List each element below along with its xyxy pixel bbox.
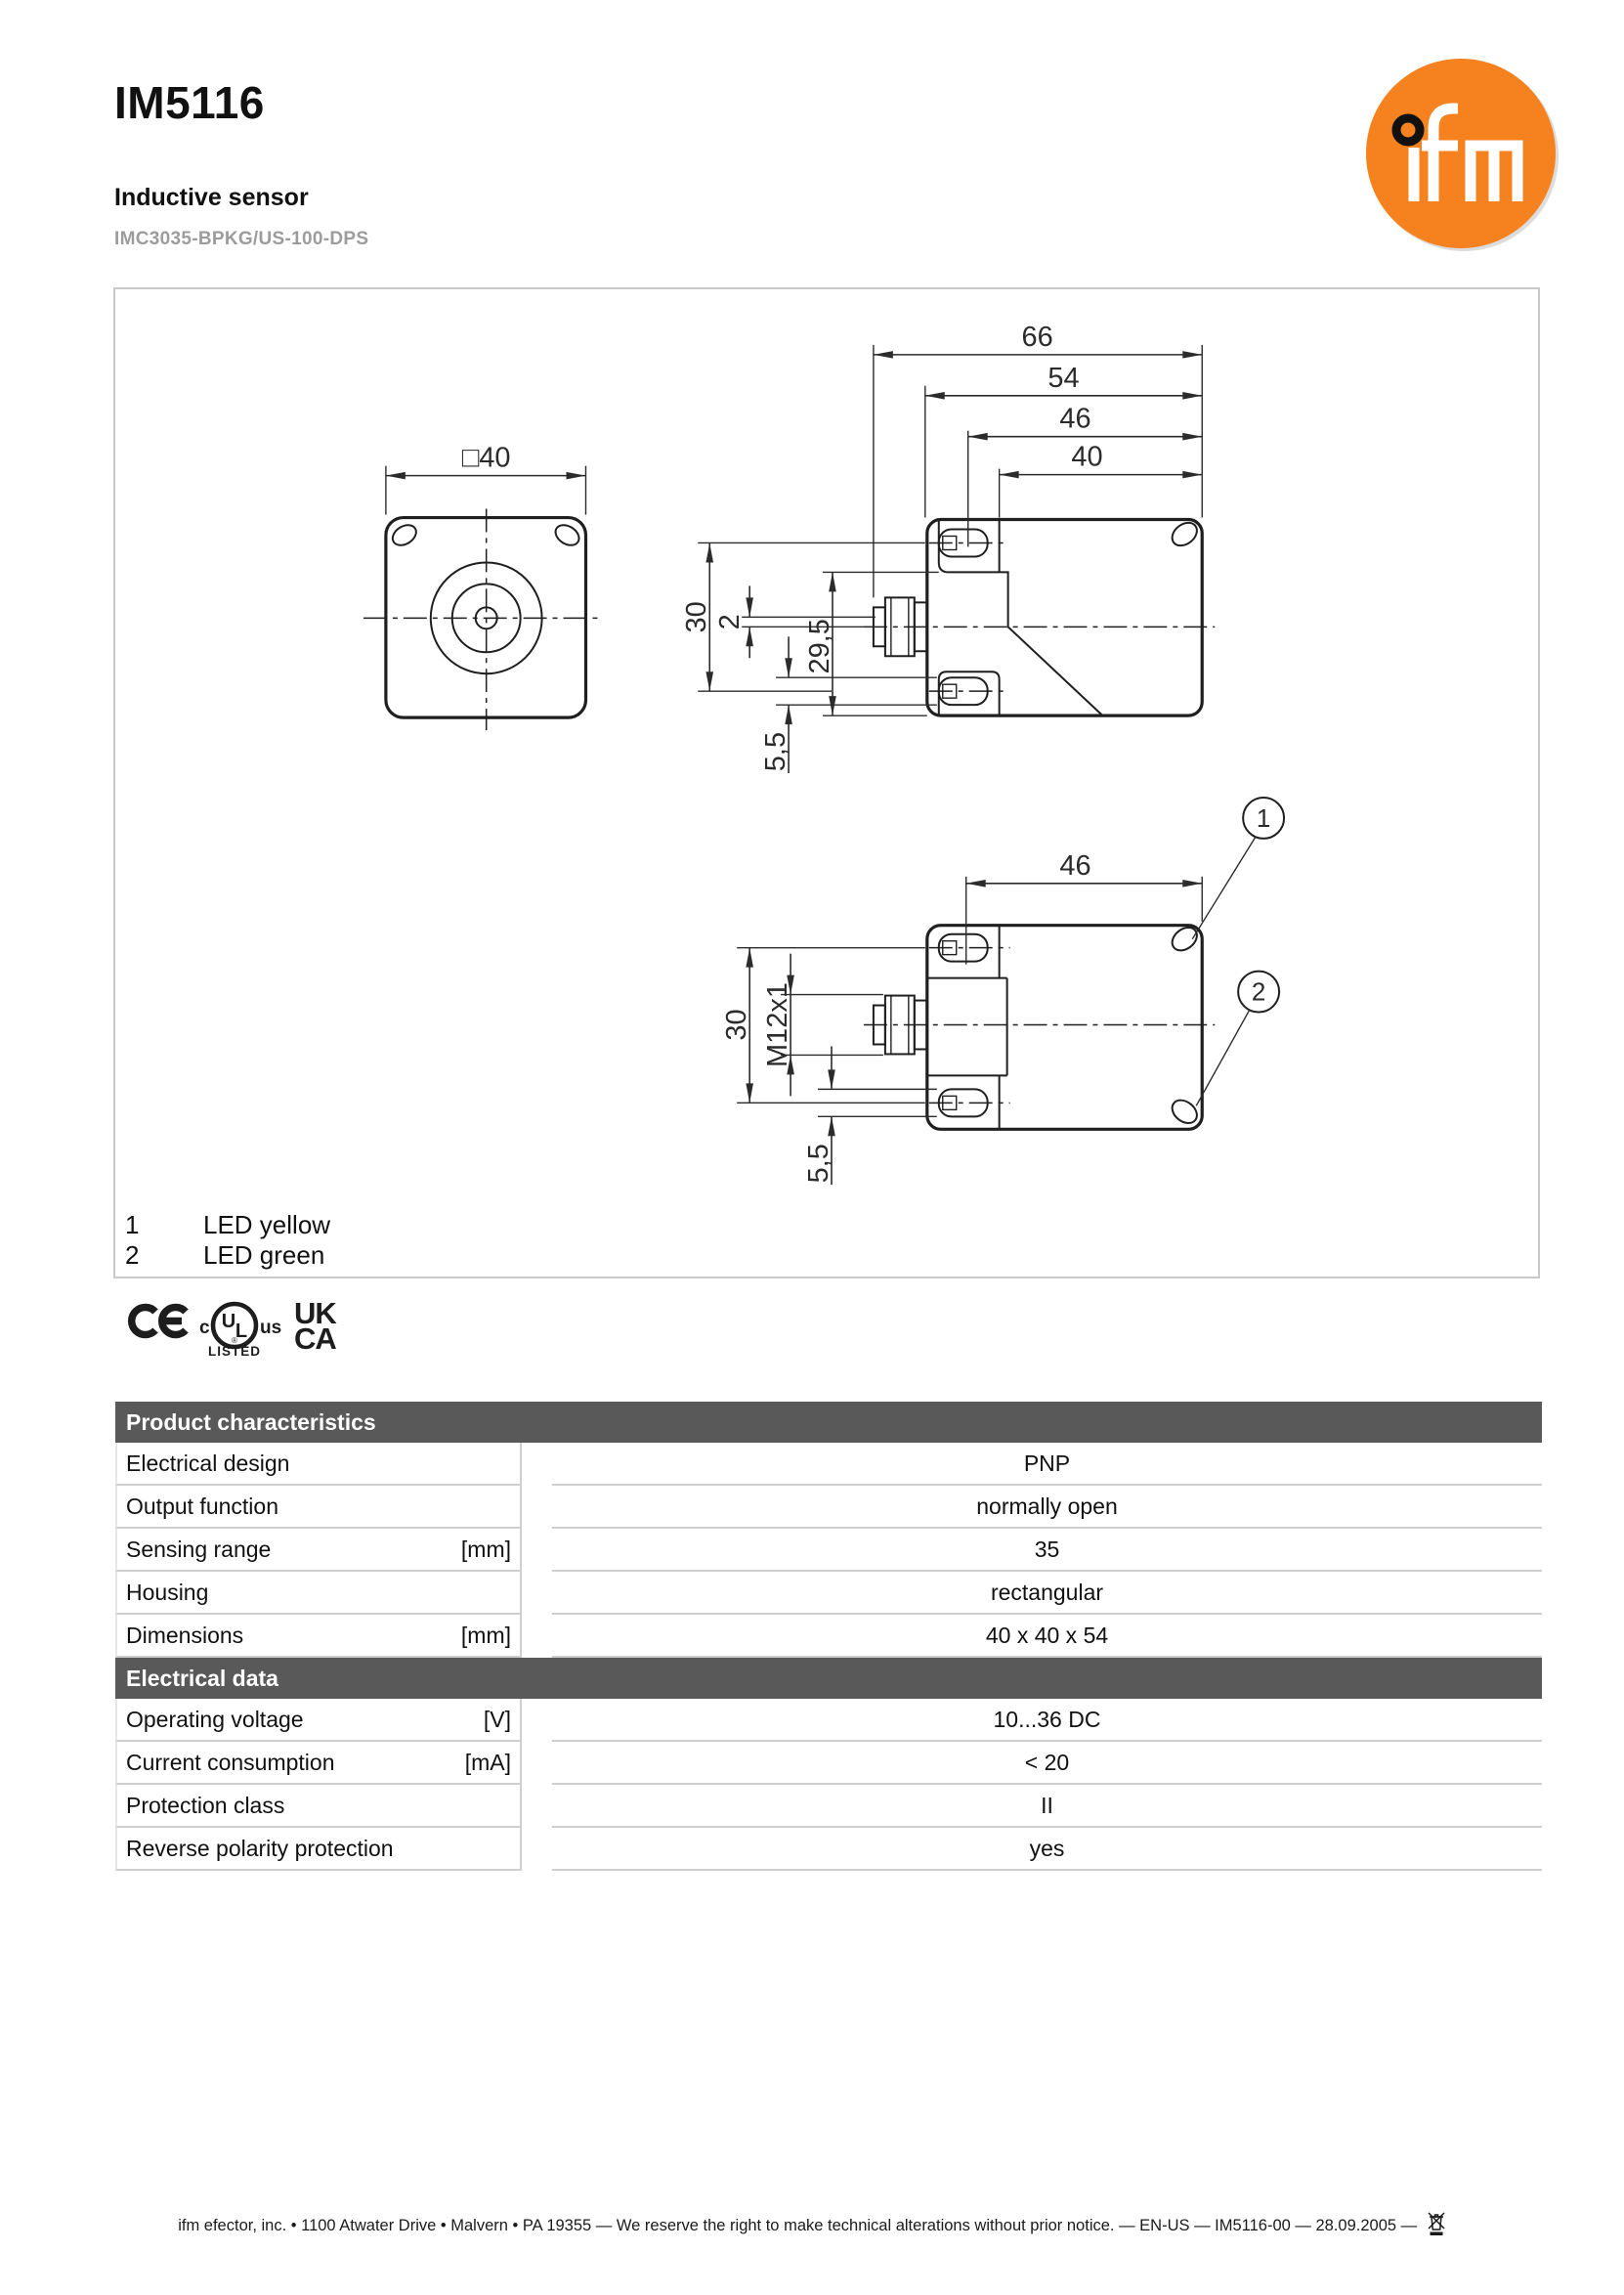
footer-text: ifm efector, inc. • 1100 Atwater Drive • Malvern • PA 19355 — We reserve the right to make technical alterations without prior notice. — EN-US — IM5116-00 — 28.09.2005 — [178,2217,1418,2234]
front-view [363,443,603,730]
product-type: Inductive sensor [114,184,309,211]
certification-marks [115,1288,467,1366]
led-legend [125,1210,330,1271]
table-row [115,1486,1542,1529]
dim-2: 2 [714,614,747,630]
spec-label-cell [115,1699,522,1742]
table-row [115,1785,1542,1828]
ul-letter-l: L [235,1321,248,1342]
ukca-ca: CA [294,1321,336,1356]
dim-40: 40 [1071,441,1103,473]
dim-46: 46 [1059,403,1091,435]
legend-number: 1 [125,1210,140,1239]
spec-label-cell [115,1529,522,1572]
weee-bin-icon [1427,2211,1446,2237]
spec-unit: [mA] [464,1749,511,1775]
spec-label: Housing [126,1579,209,1605]
dim-m12x1: M12x1 [762,982,794,1067]
legend-label: LED yellow [203,1210,331,1239]
ukca-uk: UK [294,1296,336,1330]
spec-value: normally open [552,1486,1542,1529]
spec-label-cell [115,1572,522,1615]
ul-us: us [260,1318,282,1338]
spec-value: 10...36 DC [552,1699,1542,1742]
spec-value: PNP [552,1443,1542,1486]
technical-drawing [115,289,1538,1277]
spec-unit: [V] [483,1706,511,1732]
spec-unit: [mm] [460,1622,511,1648]
spec-label-cell [115,1615,522,1658]
callout-2-number: 2 [1251,978,1266,1007]
table-row [115,1699,1542,1742]
table-row [115,1828,1542,1871]
spec-label: Electrical design [126,1450,290,1476]
spec-value: rectangular [552,1572,1542,1615]
dim-30-rear: 30 [721,1009,753,1041]
table-row [115,1443,1542,1486]
spec-label-cell [115,1828,522,1871]
legend-row-2 [125,1240,330,1271]
ul-mark-icon [199,1304,281,1359]
ul-c: c [199,1318,210,1338]
dim-30-side: 30 [681,601,713,633]
dim-5-5-side: 5,5 [760,731,792,772]
dim-square-40: □40 [461,442,511,474]
legend-number: 2 [125,1240,140,1270]
spec-label: Current consumption [126,1749,335,1775]
spec-label-cell [115,1486,522,1529]
spec-label-cell [115,1443,522,1486]
dim-5-5-rear: 5,5 [802,1144,834,1184]
part-number: IMC3035-BPKG/US-100-DPS [114,229,369,249]
side-view [681,322,1215,773]
ifm-logo-icon [1362,53,1563,258]
ce-mark-icon [132,1308,186,1335]
ul-letter-u: U [221,1311,236,1332]
spec-label-cell [115,1742,522,1785]
table-row [115,1615,1542,1658]
spec-value: 35 [552,1529,1542,1572]
ul-registered: ® [232,1336,237,1345]
led-green-oval [1168,1096,1201,1128]
spec-value: 40 x 40 x 54 [552,1615,1542,1658]
spec-label: Dimensions [126,1622,244,1648]
spec-value: < 20 [552,1742,1542,1785]
spec-value: yes [552,1828,1542,1871]
section-header-product-characteristics: Product characteristics [115,1402,1542,1443]
technical-drawing-panel [113,287,1540,1278]
section-header-electrical-data: Electrical data [115,1658,1542,1699]
callout-1-number: 1 [1256,804,1271,833]
spec-label: Output function [126,1493,278,1519]
legend-label: LED green [203,1240,325,1270]
page-title: IM5116 [114,77,265,128]
spec-label: Protection class [126,1792,285,1818]
ukca-mark-icon [294,1296,337,1356]
rear-view [721,798,1284,1185]
spec-label: Reverse polarity protection [126,1835,394,1861]
spec-label: Operating voltage [126,1706,304,1732]
table-row [115,1572,1542,1615]
dim-29-5: 29,5 [803,619,835,674]
dim-46-rear: 46 [1059,849,1091,882]
spec-tables [115,1402,1542,1871]
legend-row-1 [125,1210,330,1240]
spec-unit: [mm] [460,1536,511,1562]
spec-label-cell [115,1785,522,1828]
page-footer [0,2211,1624,2237]
spec-value: II [552,1785,1542,1828]
table-row [115,1742,1542,1785]
dim-66: 66 [1021,321,1053,353]
spec-label: Sensing range [126,1536,272,1562]
ul-listed: LISTED [207,1344,262,1359]
table-row [115,1529,1542,1572]
dim-54: 54 [1047,362,1080,394]
